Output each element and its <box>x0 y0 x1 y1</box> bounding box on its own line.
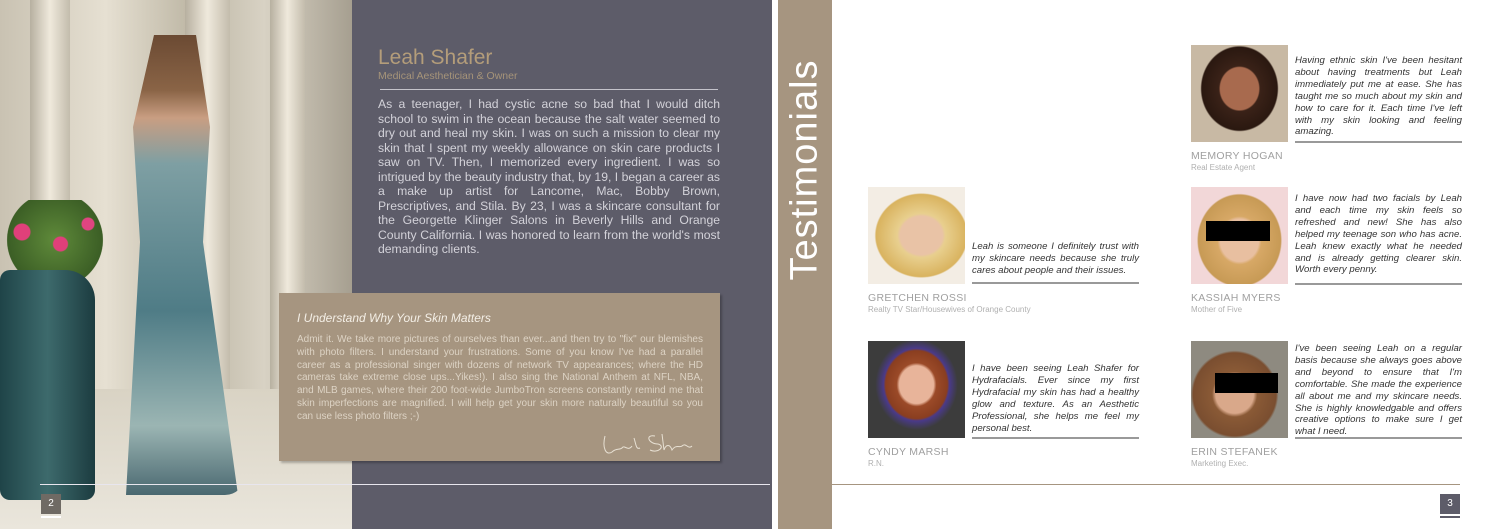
footer-rule <box>832 484 1460 485</box>
box-title: I Understand Why Your Skin Matters <box>297 311 491 325</box>
testimonial-quote: I have now had two facials by Leah and each time my skin feels so refreshed and new! She has also helped my teenage son who has acne. Leah knew exactly what he needed and is already getting clearer skin. Worth every penny. <box>1295 193 1462 276</box>
page-number: 2 <box>41 494 61 514</box>
testimonial-photo <box>868 341 965 438</box>
author-role: Medical Aesthetician & Owner <box>378 70 518 82</box>
testimonial-role: Marketing Exec. <box>1191 459 1249 468</box>
page-number-underline <box>1440 516 1460 518</box>
page-number-underline <box>41 516 61 518</box>
page-title: Testimonials <box>783 59 826 281</box>
testimonial-quote: Leah is someone I definitely trust with my skincare needs because she truly cares about people and their issues. <box>972 241 1139 276</box>
signature-image <box>600 428 695 460</box>
privacy-bar <box>1215 373 1278 393</box>
testimonial-name: MEMORY HOGAN <box>1191 150 1283 162</box>
testimonial-quote: Having ethnic skin I've been hesitant about having treatments but Leah immediately put me at ease. She has taught me so much about my skin and how to care for it. Each time I've left with my skin looking and feeling amazing. <box>1295 55 1462 138</box>
privacy-bar <box>1206 221 1270 241</box>
testimonial-name: GRETCHEN ROSSI <box>868 292 967 304</box>
testimonial-role: R.N. <box>868 459 884 468</box>
quote-rule <box>972 282 1139 284</box>
divider <box>380 89 718 90</box>
testimonial-photo <box>868 187 965 284</box>
box-body: Admit it. We take more pictures of ourselves than ever...and then try to "fix" our blemishes with photo filters. I understand your frustrations. Some of you know I've had a parallel career as a professional singer with dozens of network TV appearances; where the HD cameras take extreme close ups...Yikes!). I also sing the National Anthem at NFL, NBA, and MLB games, where their 200 foot-wide JumboTron screens constantly remind me that skin imperfections are magnified. I will help get your skin more naturally beautiful so you can use less photo filters ;-) <box>297 334 703 422</box>
testimonial-role: Realty TV Star/Housewives of Orange County <box>868 305 1031 314</box>
quote-rule <box>1295 437 1462 439</box>
footer-rule <box>40 484 770 485</box>
testimonial-photo <box>1191 45 1288 142</box>
testimonial-role: Real Estate Agent <box>1191 163 1256 172</box>
testimonial-name: CYNDY MARSH <box>868 446 949 458</box>
page-number: 3 <box>1440 494 1460 514</box>
testimonial-name: ERIN STEFANEK <box>1191 446 1278 458</box>
author-name: Leah Shafer <box>378 46 493 69</box>
quote-rule <box>1295 141 1462 143</box>
testimonial-quote: I've been seeing Leah on a regular basis because she always goes above and beyond to ensure that I'm comfortable. She made the experience all about me and my skincare needs. She is highly knowledgable and offers creative options to make sure I get what I need. <box>1295 343 1462 438</box>
testimonial-quote: I have been seeing Leah Shafer for Hydrafacials. Ever since my first Hydrafacial my skin has had a healthy glow and texture. As an Aesthetic Professional, she helps me feel my personal best. <box>972 363 1139 434</box>
testimonial-name: KASSIAH MYERS <box>1191 292 1281 304</box>
quote-rule <box>972 437 1139 439</box>
testimonial-role: Mother of Five <box>1191 305 1243 314</box>
quote-rule <box>1295 283 1462 285</box>
bio-text: As a teenager, I had cystic acne so bad that I would ditch school to swim in the ocean because the salt water seemed to dry out and heal my skin. I was on such a mission to clear my skin that I spent my weekly allowance on skin care products I saw on TV. Then, I memorized every ingredient. I was so intrigued by the beauty industry that, by 19, I began a career as a make up artist for Lancome, Mac, Bobby Brown, Prescriptives, and Stila. By 23, I was a skincare consultant for the Georgette Klinger Salons in Beverly Hills and Orange County California. I was honored to learn from the world's most demanding clients. <box>378 97 720 256</box>
